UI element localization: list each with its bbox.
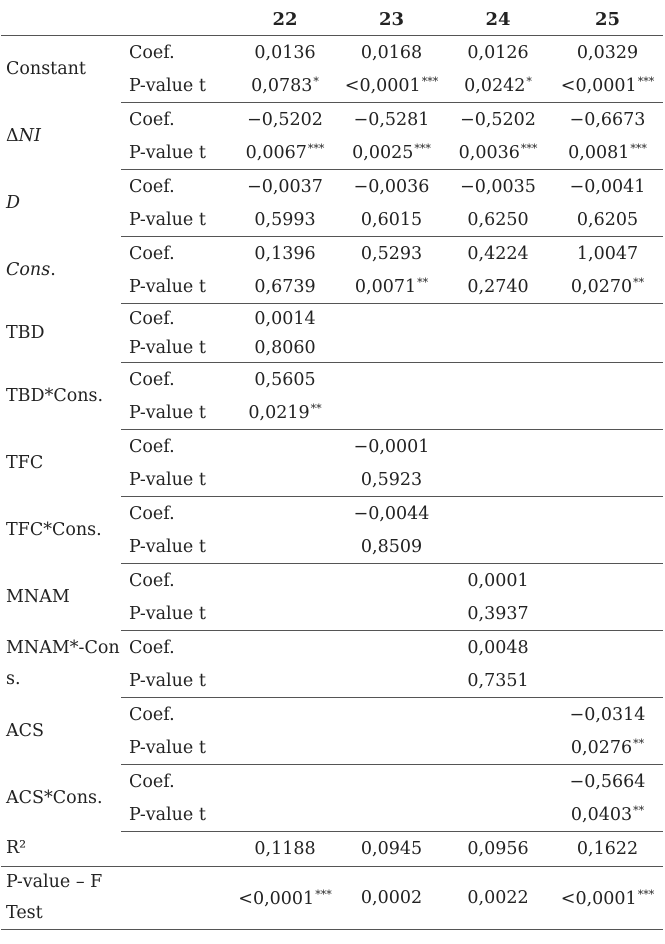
p-value: 0,0219** — [231, 396, 339, 430]
empty-cell — [339, 765, 444, 799]
empty-cell — [444, 363, 552, 397]
coef-value: −0,0314 — [569, 704, 646, 725]
variable-name: TFC*Cons. — [6, 519, 102, 540]
stat-label: P-value t — [121, 333, 231, 363]
coef-value: −0,0001 — [353, 436, 430, 457]
empty-cell — [444, 798, 552, 832]
stat-label: Coef. — [129, 503, 175, 524]
stat-label: P-value t — [121, 530, 231, 564]
empty-cell — [444, 497, 552, 531]
stat-label: Coef. — [129, 436, 175, 457]
stat-label: P-value t — [121, 731, 231, 765]
p-value: 0,7351 — [444, 664, 552, 698]
variable-name: Cons. — [6, 259, 56, 280]
table-row — [1, 170, 663, 204]
empty-cell — [552, 631, 663, 665]
significance-stars: ** — [633, 804, 645, 817]
p-value: 0,0403** — [552, 798, 663, 832]
empty-cell — [339, 798, 444, 832]
significance-stars: *** — [520, 142, 538, 155]
empty-cell — [339, 304, 444, 334]
coef-value: −0,0044 — [353, 503, 430, 524]
p-value: 0,5923 — [339, 463, 444, 497]
empty-cell — [444, 333, 552, 363]
stat-label: Coef. — [129, 704, 175, 725]
variable-name: Constant — [6, 58, 86, 79]
empty-cell — [231, 664, 339, 698]
significance-stars: ** — [633, 276, 645, 289]
coef-value: 0,0048 — [467, 637, 529, 658]
significance-stars: *** — [421, 75, 439, 88]
table-row — [1, 103, 663, 137]
p-value: 0,0270** — [552, 270, 663, 304]
table-row — [1, 867, 663, 930]
empty-cell — [231, 463, 339, 497]
empty-cell — [339, 597, 444, 631]
stat-label: P-value t — [121, 270, 231, 304]
p-value: <0,0001*** — [339, 69, 444, 103]
stat-label: P-value t — [121, 396, 231, 430]
header-model-22: 22 — [231, 3, 339, 36]
f-test-value: 0,0022 — [444, 867, 552, 930]
significance-stars: *** — [414, 142, 431, 155]
empty-cell — [231, 631, 339, 665]
table-row — [1, 832, 663, 867]
empty-cell — [552, 564, 663, 598]
stat-label: Coef. — [129, 42, 175, 63]
significance-stars: ** — [417, 276, 429, 289]
variable-name: TBD*Cons. — [6, 385, 104, 406]
coef-value: 0,4224 — [467, 243, 529, 264]
p-value: 0,8060 — [231, 333, 339, 363]
table-header-row — [1, 3, 663, 36]
coef-value: 0,0136 — [254, 42, 316, 63]
r2-value: 0,0956 — [444, 832, 552, 867]
coef-value: 0,5293 — [360, 243, 423, 264]
table-row — [1, 36, 663, 70]
coef-value: −0,5202 — [460, 109, 536, 130]
coef-value: −0,5281 — [353, 109, 430, 130]
f-test-value: <0,0001*** — [552, 867, 663, 930]
coef-value: 0,1396 — [254, 243, 316, 264]
coef-value: 0,5605 — [254, 369, 316, 390]
empty-cell — [444, 463, 552, 497]
stat-label: P-value t — [121, 69, 231, 103]
coef-value: 0,0168 — [360, 42, 423, 63]
header-model-25: 25 — [552, 3, 663, 36]
variable-name: MNAM*-Cons. — [6, 638, 120, 689]
p-value: 0,2740 — [444, 270, 552, 304]
significance-stars: ** — [310, 402, 322, 415]
stat-label: P-value t — [121, 798, 231, 832]
empty-cell — [444, 304, 552, 334]
p-value: 0,6250 — [444, 203, 552, 237]
r2-value: 0,1188 — [231, 832, 339, 867]
stat-label: Coef. — [129, 637, 175, 658]
variable-name: ACS — [6, 720, 45, 741]
f-test-value: 0,0002 — [339, 867, 444, 930]
table-row — [1, 363, 663, 397]
empty-cell — [231, 731, 339, 765]
table-row — [1, 765, 663, 799]
table-row — [1, 698, 663, 732]
p-value: 0,3937 — [444, 597, 552, 631]
empty-cell — [552, 430, 663, 464]
stat-label: Coef. — [129, 308, 175, 329]
empty-cell — [552, 597, 663, 631]
stat-label: P-value t — [121, 664, 231, 698]
empty-cell — [121, 867, 231, 930]
empty-cell — [444, 430, 552, 464]
variable-name: P-value – F Test — [1, 867, 121, 930]
empty-cell — [231, 430, 339, 464]
significance-stars: ** — [633, 737, 645, 750]
stat-label: Coef. — [129, 176, 175, 197]
p-value: <0,0001*** — [552, 69, 663, 103]
empty-cell — [339, 396, 444, 430]
empty-cell — [231, 564, 339, 598]
stat-label: P-value t — [121, 597, 231, 631]
empty-cell — [231, 798, 339, 832]
p-value: 0,5993 — [231, 203, 339, 237]
r2-value: 0,0945 — [339, 832, 444, 867]
stat-label: Coef. — [129, 369, 175, 390]
coef-value: −0,0041 — [569, 176, 646, 197]
p-value: 0,0067*** — [231, 136, 339, 170]
variable-name: ΔNI — [6, 125, 41, 146]
significance-stars: * — [526, 75, 532, 88]
variable-name: D — [6, 192, 21, 213]
coef-value: 1,0047 — [576, 243, 639, 264]
empty-cell — [552, 497, 663, 531]
p-value: 0,6205 — [552, 203, 663, 237]
stat-label: Coef. — [129, 109, 175, 130]
p-value: 0,0242* — [444, 69, 552, 103]
regression-results-table — [1, 3, 663, 930]
variable-name: TFC — [6, 452, 44, 473]
significance-stars: *** — [315, 887, 332, 901]
stat-label: P-value t — [121, 136, 231, 170]
empty-cell — [339, 664, 444, 698]
significance-stars: *** — [637, 75, 655, 88]
variable-name: MNAM — [6, 586, 70, 607]
f-test-value: <0,0001*** — [231, 867, 339, 930]
coef-value: 0,0329 — [576, 42, 639, 63]
p-value: 0,0036*** — [444, 136, 552, 170]
coef-value: 0,0126 — [467, 42, 529, 63]
empty-cell — [231, 497, 339, 531]
header-blank — [1, 3, 121, 36]
coef-value: −0,0037 — [247, 176, 323, 197]
coef-value: −0,5202 — [247, 109, 323, 130]
empty-cell — [552, 304, 663, 334]
stat-label: Coef. — [129, 570, 175, 591]
empty-cell — [444, 731, 552, 765]
p-value: 0,0071** — [339, 270, 444, 304]
significance-stars: *** — [637, 887, 655, 901]
table-row — [1, 564, 663, 598]
empty-cell — [231, 597, 339, 631]
p-value: 0,0025*** — [339, 136, 444, 170]
empty-cell — [552, 463, 663, 497]
empty-cell — [339, 631, 444, 665]
empty-cell — [444, 698, 552, 732]
stat-label: P-value t — [121, 463, 231, 497]
coef-value: 0,0001 — [467, 570, 529, 591]
significance-stars: *** — [630, 142, 647, 155]
empty-cell — [121, 832, 231, 867]
empty-cell — [444, 530, 552, 564]
p-value: 0,8509 — [339, 530, 444, 564]
empty-cell — [444, 765, 552, 799]
empty-cell — [552, 333, 663, 363]
empty-cell — [339, 698, 444, 732]
significance-stars: * — [313, 75, 319, 88]
significance-stars: *** — [307, 142, 325, 155]
variable-name: R² — [1, 832, 121, 867]
coef-value: −0,0036 — [353, 176, 430, 197]
coef-value: −0,6673 — [569, 109, 646, 130]
coef-value: −0,0035 — [460, 176, 536, 197]
empty-cell — [552, 396, 663, 430]
p-value: 0,6015 — [339, 203, 444, 237]
p-value: 0,0081*** — [552, 136, 663, 170]
empty-cell — [339, 363, 444, 397]
p-value: 0,0276** — [552, 731, 663, 765]
table-row — [1, 304, 663, 334]
table-row — [1, 497, 663, 531]
empty-cell — [231, 698, 339, 732]
variable-name: ACS*Cons. — [6, 787, 103, 808]
empty-cell — [339, 731, 444, 765]
stat-label: Coef. — [129, 243, 175, 264]
empty-cell — [552, 530, 663, 564]
stat-label: P-value t — [121, 203, 231, 237]
table-row — [1, 430, 663, 464]
empty-cell — [552, 664, 663, 698]
empty-cell — [444, 396, 552, 430]
stat-label: Coef. — [129, 771, 175, 792]
p-value: 0,6739 — [231, 270, 339, 304]
variable-name: TBD — [6, 322, 45, 343]
header-model-23: 23 — [339, 3, 444, 36]
table-row — [1, 237, 663, 271]
table-row — [1, 631, 663, 665]
empty-cell — [231, 530, 339, 564]
header-model-24: 24 — [444, 3, 552, 36]
coef-value: −0,5664 — [569, 771, 646, 792]
empty-cell — [339, 333, 444, 363]
empty-cell — [231, 765, 339, 799]
empty-cell — [552, 363, 663, 397]
header-blank — [121, 3, 231, 36]
empty-cell — [339, 564, 444, 598]
coef-value: 0,0014 — [254, 308, 316, 329]
r2-value: 0,1622 — [552, 832, 663, 867]
p-value: 0,0783* — [231, 69, 339, 103]
